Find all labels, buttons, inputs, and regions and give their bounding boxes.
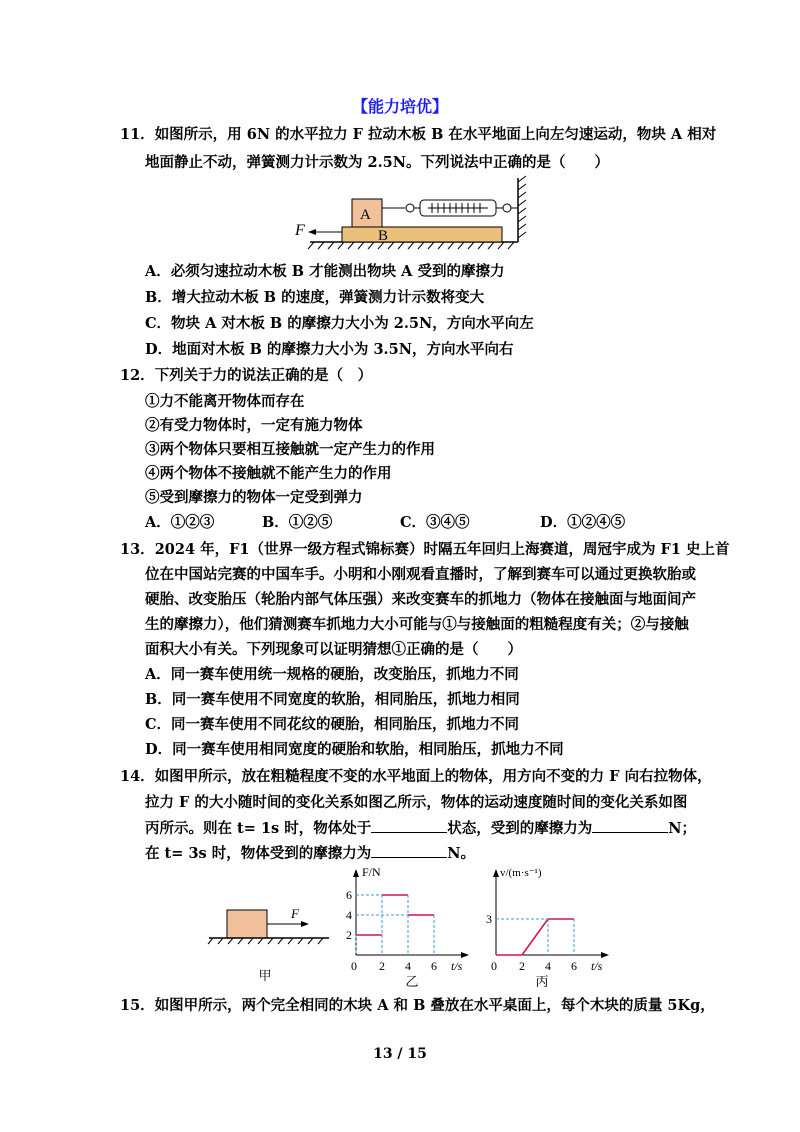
q14-line3-a: 丙所示。则在 t= 1s 时，物体处于 xyxy=(145,820,372,837)
caption-yi: 乙 xyxy=(405,974,419,989)
q13-line5: 面积大小有关。下列现象可以证明猜想①正确的是（ ） xyxy=(145,641,522,658)
scale-ring xyxy=(503,204,511,212)
x-tick-label: 2 xyxy=(519,959,525,973)
x-tick-label: 2 xyxy=(379,959,385,973)
x-tick-label: 0 xyxy=(351,959,357,973)
q13-option-a: A．同一赛车使用统一规格的硬胎，改变胎压，抓地力不同 xyxy=(145,666,519,683)
y-axis-label: v/(m·s⁻¹) xyxy=(500,867,542,879)
force-arrowhead xyxy=(308,229,316,235)
q13-line3: 硬胎、改变胎压（轮胎内部气体压强）来改变赛车的抓地力（物体在接触面与地面间产 xyxy=(145,591,696,608)
block xyxy=(227,910,267,938)
q14-blank-2[interactable] xyxy=(592,818,668,833)
x-tick-label: 4 xyxy=(545,959,551,973)
board-b xyxy=(342,227,502,242)
chart-bing xyxy=(478,862,628,990)
board-b-label: B xyxy=(378,228,389,244)
caption-bing: 丙 xyxy=(535,974,549,989)
q13-option-c: C．同一赛车使用不同花纹的硬胎，相同胎压，抓地力不同 xyxy=(145,716,520,733)
force-label: F xyxy=(295,222,305,239)
q13-line2: 位在中国站完赛的中国车手。小明和小刚观看直播时，了解到赛车可以通过更换软胎或 xyxy=(145,566,696,583)
q13-number: 13． xyxy=(120,541,155,558)
y-tick-label: 6 xyxy=(346,888,352,902)
x-tick-label: 6 xyxy=(571,959,577,973)
force-arrowhead xyxy=(301,921,309,927)
ground-hatch xyxy=(308,242,514,249)
data-segment xyxy=(522,919,548,955)
chart-yi xyxy=(338,862,478,990)
y-tick-label: 2 xyxy=(346,928,352,942)
x-tick-label: 6 xyxy=(431,959,437,973)
caption-jia: 甲 xyxy=(258,968,272,983)
q14-line3-c: N； xyxy=(668,820,697,837)
q13-option-b: B．同一赛车使用不同宽度的软胎，相同胎压，抓地力相同 xyxy=(145,691,520,708)
q14-line2: 拉力 F 的大小随时间的变化关系如图乙所示，物体的运动速度随时间的变化关系如图 xyxy=(145,794,688,811)
force-label: F xyxy=(291,906,299,921)
x-tick-label: 4 xyxy=(405,959,411,973)
q11-number: 11． xyxy=(120,126,155,143)
q13-line1: 2024 年，F1（世界一级方程式锦标赛）时隔五年回归上海赛道，周冠宇成为 F1 史上首 xyxy=(154,541,730,558)
wall-hatch xyxy=(518,176,526,238)
y-tick-label: 3 xyxy=(486,912,492,926)
q11-line1: 如图所示，用 6N 的水平拉力 F 拉动木板 B 在水平地面上向左匀速运动，物块 A 相对 xyxy=(154,126,717,143)
q14-line4-a: 在 t= 3s 时，物体受到的摩擦力为 xyxy=(145,845,372,862)
q14-line3-b: 状态，受到的摩擦力为 xyxy=(447,820,593,837)
q11-option-d: D．地面对木板 B 的摩擦力大小为 3.5N，方向水平向右 xyxy=(145,341,514,358)
q12-option-c: C．③④⑤ xyxy=(400,514,470,531)
q14-blank-3[interactable] xyxy=(371,843,447,858)
y-tick-label: 4 xyxy=(346,908,352,922)
q11-figure xyxy=(290,172,540,252)
q15-number: 15． xyxy=(120,997,155,1014)
q14-line4-b: N。 xyxy=(447,845,476,862)
q12-option-b: B．①②⑤ xyxy=(262,514,333,531)
q11-option-c: C．物块 A 对木板 B 的摩擦力大小为 2.5N，方向水平向左 xyxy=(145,315,534,332)
y-axis-label: F/N xyxy=(362,865,381,879)
q11-line2: 地面静止不动，弹簧测力计示数为 2.5N。下列说法中正确的是（ ） xyxy=(145,154,610,171)
section-heading: 【能力培优】 xyxy=(351,97,448,116)
q13-line4: 生的摩擦力），他们猜测赛车抓地力大小可能与①与接触面的粗糙程度有关；②与接触 xyxy=(145,616,689,633)
fig-jia xyxy=(205,900,335,990)
q11-option-a: A．必须匀速拉动木板 B 才能测出物块 A 受到的摩擦力 xyxy=(145,263,505,280)
block-a-label: A xyxy=(360,207,371,223)
q11-option-b: B．增大拉动木板 B 的速度，弹簧测力计示数将变大 xyxy=(145,289,485,306)
ground-hatch xyxy=(208,938,323,944)
page-number: 13 / 15 xyxy=(373,1046,427,1062)
q14-line1: 如图甲所示，放在粗糙程度不变的水平地面上的物体，用方向不变的力 F 向右拉物体， xyxy=(154,768,712,785)
q13-option-d: D．同一赛车使用相同宽度的硬胎和软胎，相同胎压，抓地力不同 xyxy=(145,741,564,758)
q12-option-d: D．①②④⑤ xyxy=(540,514,626,531)
q14-blank-1[interactable] xyxy=(371,818,447,833)
q12-statement-4: ④两个物体不接触就不能产生力的作用 xyxy=(145,465,392,482)
q12-option-a: A．①②③ xyxy=(145,514,215,531)
q15-line1: 如图甲所示，两个完全相同的木块 A 和 B 叠放在水平桌面上，每个木块的质量 5Kg， xyxy=(154,997,715,1014)
q12-statement-1: ①力不能离开物体而存在 xyxy=(145,393,305,410)
x-axis-label: t/s xyxy=(591,959,603,973)
q12-statement-5: ⑤受到摩擦力的物体一定受到弹力 xyxy=(145,489,363,506)
q14-number: 14． xyxy=(120,768,155,785)
q12-statement-2: ②有受力物体时，一定有施力物体 xyxy=(145,417,363,434)
q12-statement-3: ③两个物体只要相互接触就一定产生力的作用 xyxy=(145,441,435,458)
x-tick-label: 0 xyxy=(491,959,497,973)
scale-hook xyxy=(406,204,414,212)
q12-number: 12． xyxy=(120,367,155,384)
q12-stem: 下列关于力的说法正确的是（ ） xyxy=(154,367,373,384)
x-axis-label: t/s xyxy=(451,959,463,973)
